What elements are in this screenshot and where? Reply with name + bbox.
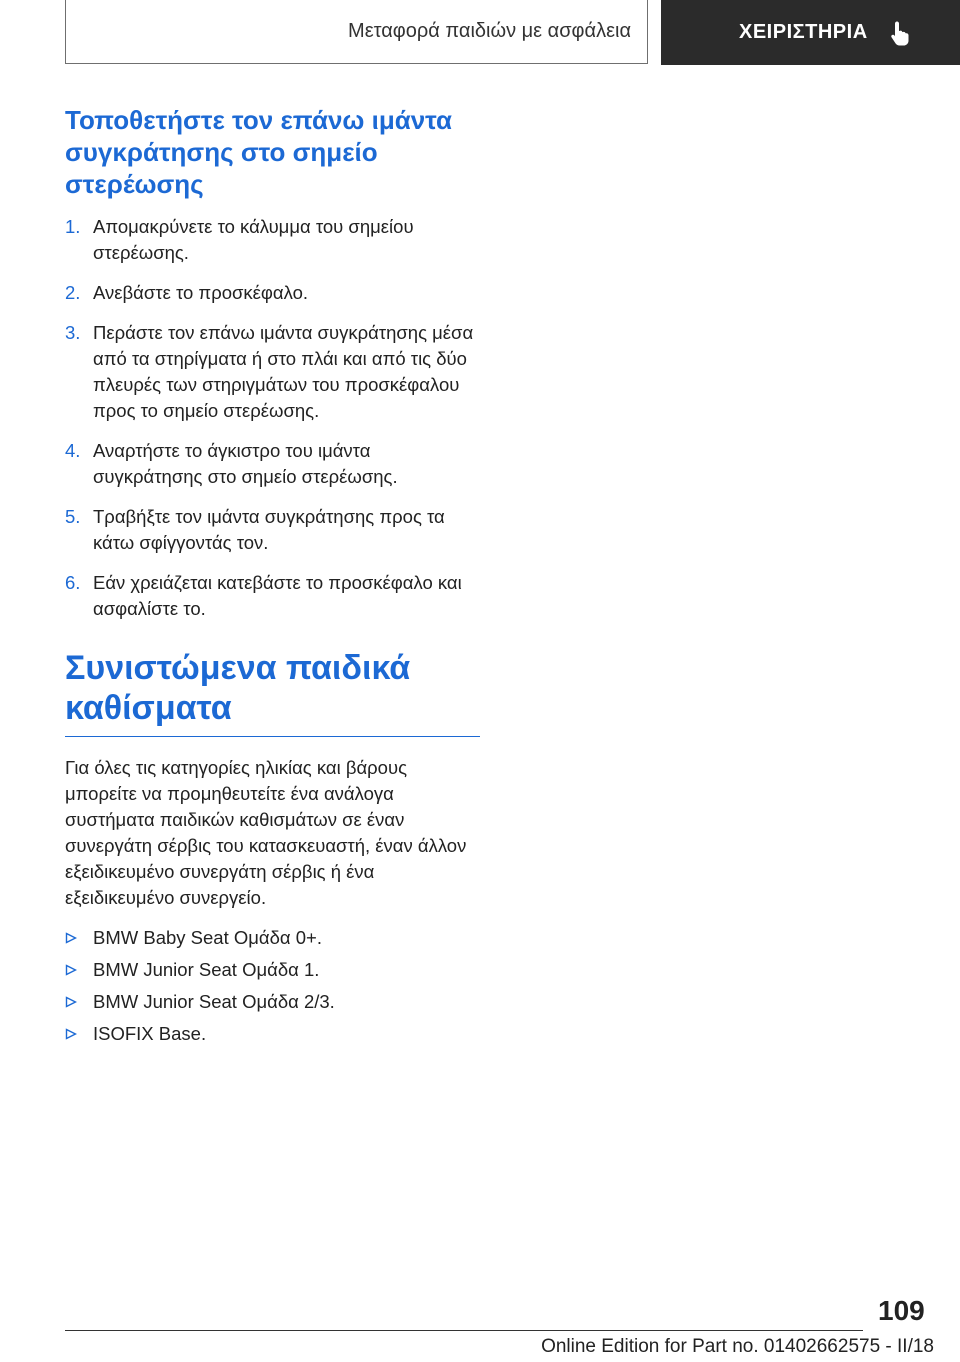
header-section-title: Μεταφορά παιδιών με ασφάλεια: [348, 20, 631, 42]
step-text: Τραβήξτε τον ιμάντα συγκράτησης προς τα κάτω σφίγγοντάς τον.: [93, 506, 445, 553]
triangle-bullet-icon: [65, 996, 77, 1008]
header-section-box: [65, 0, 648, 64]
step-text: Περάστε τον επάνω ιμάντα συγκράτησης μέσα από τα στηρίγματα ή στο πλάι και από τις δύο πλευρές των στηριγμάτων του προσκέφαλου προς το σημείο στερέωσης.: [93, 322, 474, 421]
section-title: Συνιστώμενα παιδικά καθίσματα: [65, 648, 480, 737]
subsection-title: Τοποθετήστε τον επάνω ιμάντα συγκράτησης στο σημείο στερέωσης: [65, 105, 453, 199]
list-item: [65, 925, 480, 951]
page-number: 109: [878, 1295, 925, 1326]
step-text: Αναρτήστε το άγκιστρο του ιμάντα συγκράτησης στο σημείο στερέωσης.: [93, 440, 398, 487]
triangle-bullet-icon: [65, 964, 77, 976]
steps-list: [65, 214, 480, 622]
list-item: [65, 280, 480, 306]
section-intro: Για όλες τις κατηγορίες ηλικίας και βάρους μπορείτε να προμηθευτείτε ένα ανάλογα συστήματα παιδικών καθισμάτων σε έναν συνεργάτη σέρβις του κατασκευαστή, έναν άλλον εξειδικευμένο συνεργάτη σέρβις ή ένα εξειδικευμένο συνεργείο.: [65, 757, 467, 908]
header-chapter-title: ΧΕΙΡΙΣΤΗΡΙΑ: [739, 21, 868, 43]
list-item: [65, 957, 480, 983]
step-number: 3.: [65, 322, 81, 343]
list-item: [65, 989, 480, 1015]
step-text: Ανεβάστε το προσκέφαλο.: [93, 282, 309, 303]
step-number: 1.: [65, 216, 81, 237]
step-text: Απομακρύνετε το κάλυμμα του σημείου στερέωσης.: [93, 216, 414, 263]
step-number: 6.: [65, 572, 81, 593]
list-item: [65, 504, 480, 556]
seat-list: [65, 925, 480, 1047]
list-item: [65, 1021, 480, 1047]
seat-item-text: BMW Baby Seat Ομάδα 0+.: [93, 927, 322, 948]
step-text: Εάν χρειάζεται κατεβάστε το προσκέφαλο και ασφαλίστε το.: [93, 572, 462, 619]
step-number: 4.: [65, 440, 81, 461]
triangle-bullet-icon: [65, 1028, 77, 1040]
seat-item-text: ISOFIX Base.: [93, 1023, 207, 1044]
footer-divider: [65, 1330, 863, 1331]
footer-edition: Online Edition for Part no. 01402662575 - II/18: [541, 1336, 934, 1357]
header-chapter-tab[interactable]: [661, 0, 960, 65]
hand-pointer-icon: [890, 20, 912, 46]
page-content: [65, 104, 480, 1053]
seat-item-text: BMW Junior Seat Ομάδα 1.: [93, 959, 320, 980]
list-item: [65, 214, 480, 266]
step-number: 2.: [65, 282, 81, 303]
triangle-bullet-icon: [65, 932, 77, 944]
step-number: 5.: [65, 506, 81, 527]
list-item: [65, 438, 480, 490]
list-item: [65, 570, 480, 622]
seat-item-text: BMW Junior Seat Ομάδα 2/3.: [93, 991, 335, 1012]
list-item: [65, 320, 480, 424]
